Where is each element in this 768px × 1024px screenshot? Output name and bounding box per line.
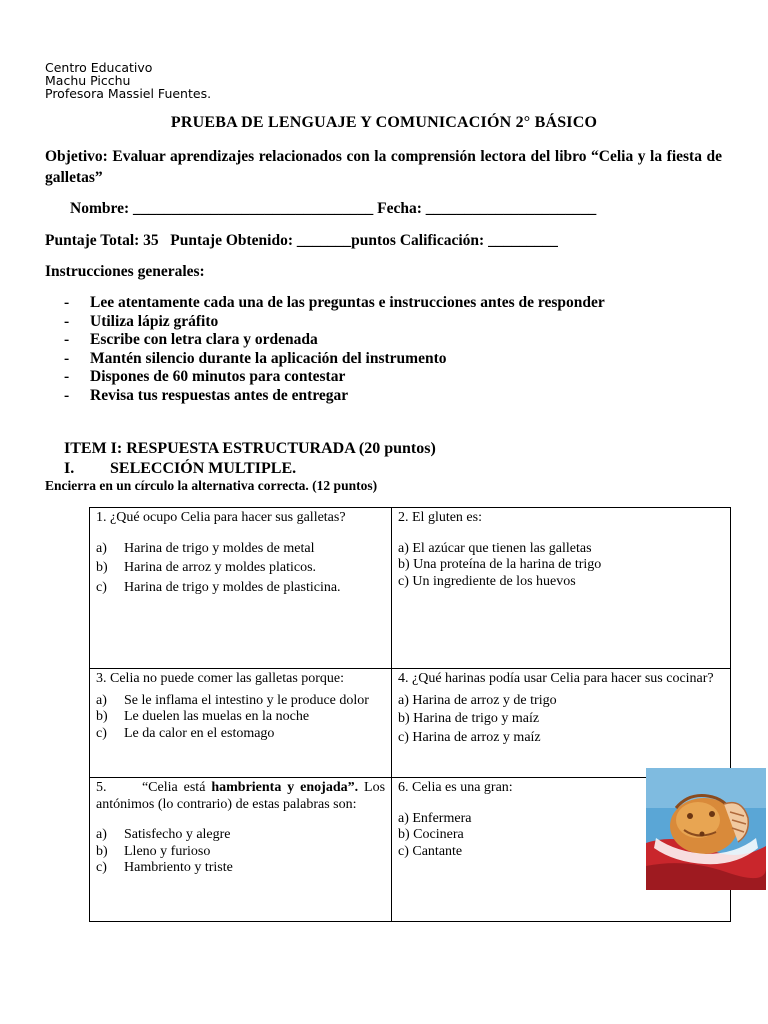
test-title: PRUEBA DE LENGUAJE Y COMUNICACIÓN 2° BÁSICO	[170, 114, 598, 131]
instruction-item: - Lee atentamente cada una de las preguntas e instrucciones antes de responder	[64, 294, 722, 313]
section-number: I.	[64, 460, 75, 477]
question-3-options	[96, 693, 385, 743]
option[interactable]: b) Harina de arroz y moldes platicos.	[96, 560, 317, 575]
option[interactable]: b) Le duelen las muelas en la noche	[96, 709, 310, 724]
question-1-options	[96, 541, 385, 597]
instruction-item: - Utiliza lápiz gráfito	[64, 313, 722, 332]
question-2-options	[398, 541, 724, 591]
question-3-cell	[90, 669, 392, 778]
question-2-text: 2. El gluten es:	[398, 510, 482, 525]
option[interactable]: a) Satisfecho y alegre	[96, 827, 231, 842]
question-3-text: 3. Celia no puede comer las galletas porque:	[96, 671, 345, 686]
option[interactable]: c) Un ingrediente de los huevos	[398, 573, 576, 589]
option[interactable]: b) Una proteína de la harina de trigo	[398, 557, 602, 572]
question-5-options	[96, 827, 385, 877]
option[interactable]: c) Le da calor en el estomago	[96, 725, 275, 741]
option[interactable]: c) Cantante	[398, 843, 463, 859]
question-4-text: 4. ¿Qué harinas podía usar Celia para hacer sus cocinar?	[398, 671, 714, 686]
instructions-title: Instrucciones generales:	[45, 263, 205, 280]
section-instruction: Encierra en un círculo la alternativa correcta. (12 puntos)	[45, 478, 378, 493]
instructions-list	[64, 294, 722, 405]
instruction-item: - Dispones de 60 minutos para contestar	[64, 368, 722, 387]
option[interactable]: a) Se le inflama el intestino y le produce dolor	[96, 692, 369, 708]
question-2-cell	[392, 508, 731, 669]
option[interactable]: b) Lleno y furioso	[96, 843, 211, 859]
option[interactable]: a) Harina de arroz y de trigo	[398, 692, 557, 708]
question-1-text: 1. ¿Qué ocupo Celia para hacer sus galletas?	[96, 510, 346, 525]
question-4-options	[398, 693, 724, 747]
school-label: Centro Educativo	[45, 60, 153, 75]
section-title: SELECCIÓN MULTIPLE.	[110, 460, 297, 477]
instruction-item: - Revisa tus respuestas antes de entregar	[64, 387, 722, 406]
objective-text: Objetivo: Evaluar aprendizajes relacionados con la comprensión lectora del libro “Celia y la fiesta de galletas”	[45, 148, 722, 186]
option[interactable]: b) Cocinera	[398, 827, 464, 842]
questions-table	[89, 507, 731, 922]
school-name: Machu Picchu	[45, 73, 131, 88]
question-4-cell	[392, 669, 731, 778]
teacher-name: Profesora Massiel Fuentes.	[45, 86, 212, 101]
option[interactable]: b) Harina de trigo y maíz	[398, 711, 540, 726]
question-5-text: 5. “Celia está hambrienta y enojada”. Los antónimos (lo contrario) de estas palabras son:	[96, 780, 386, 812]
question-1-cell	[90, 508, 392, 669]
celia-cookie-illustration	[646, 768, 766, 890]
option[interactable]: a) Harina de trigo y moldes de metal	[96, 540, 315, 556]
option[interactable]: c) Harina de trigo y moldes de plasticina.	[96, 579, 341, 595]
option[interactable]: c) Harina de arroz y maíz	[398, 729, 541, 745]
option[interactable]: a) El azúcar que tienen las galletas	[398, 540, 592, 556]
question-5-cell	[90, 778, 392, 922]
option[interactable]: a) Enfermera	[398, 810, 472, 826]
question-6-text: 6. Celia es una gran:	[398, 780, 513, 795]
item-title: ITEM I: RESPUESTA ESTRUCTURADA (20 puntos)	[64, 440, 436, 457]
instruction-item: - Escribe con letra clara y ordenada	[64, 331, 722, 350]
name-date-line: Nombre: _______________________________ Fecha: ______________________	[70, 200, 597, 217]
score-line: Puntaje Total: 35 Puntaje Obtenido: _______puntos Calificación: _________	[45, 232, 558, 249]
instruction-item: - Mantén silencio durante la aplicación del instrumento	[64, 350, 722, 369]
option[interactable]: c) Hambriento y triste	[96, 860, 233, 875]
